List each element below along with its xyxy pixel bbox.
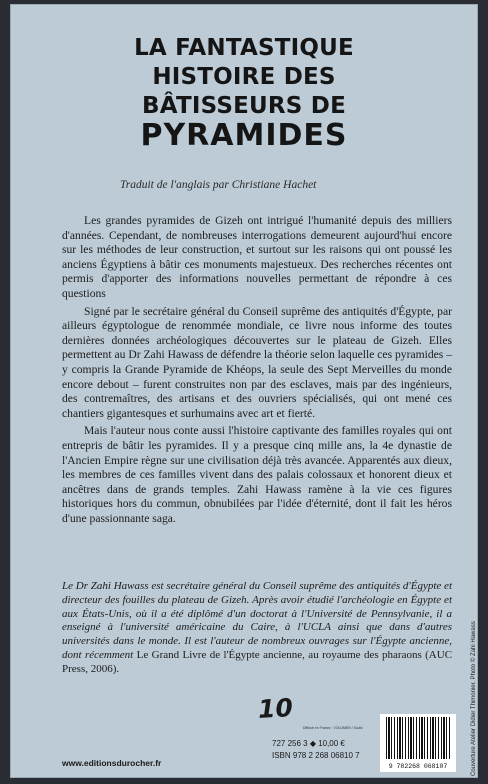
distribution-label: Diffusé en France : VOLUMEN / Sodis (303, 726, 363, 730)
book-back-cover (10, 4, 478, 778)
barcode-bars (386, 717, 450, 759)
blurb-paragraph-3: Mais l'auteur nous conte aussi l'histoire captivante des familles royales qui ont entrepris de bâtir les pyramides. Il y a presque cinq mille ans, la 4e dynastie de l'Ancien Empire règne sur une civilisation déjà très avancée. Apparentés aux dieux, les membres de ces familles vivent dans des palais colossaux et honorent dieux et ancêtres dans de grands temples. Zahi Hawass ramène à la vie ces figures historiques hors du commun, obnubilées par l'idée d'éternité, dont il fait les héros d'une passionnante saga. (62, 424, 452, 525)
author-bio-text: Le Dr Zahi Hawass est secrétaire général du Conseil suprême des antiquités d'Égypte et directeur des fouilles du plateau de Gizeh. Après avoir étudié l'archéologie en Égypte et aux États-Unis, où il a été diplômé d'un doctorat à l'Université de Pennsylvanie, il a enseigné à l'université américaine du Caire, à l'UCLA ainsi que dans d'autres universités dans le monde. Il est l'auteur de nombreux ouvrages sur l'Égypte ancienne, dont récemment (62, 580, 452, 661)
blurb (62, 214, 452, 529)
publisher-website: www.editionsdurocher.fr (62, 758, 162, 768)
title-line-3: BÂTISSEURS DE (142, 93, 346, 119)
translator-credit: Traduit de l'anglais par Christiane Hachet (120, 179, 317, 191)
title-line-2: HISTOIRE DES (152, 64, 336, 90)
photo-credit: Couverture Atelier Didier Thimonier. Photo © Zahi Hawass (471, 621, 477, 776)
price-line: 727 256 3 ◆ 10,00 € (272, 739, 345, 748)
barcode-digits: 9 782268 068107 (388, 763, 448, 770)
isbn: ISBN 978 2 268 06810 7 (272, 751, 360, 760)
author-bio (62, 580, 452, 677)
title-line-1: LA FANTASTIQUE (134, 35, 354, 61)
title-line-4: PYRAMIDES (140, 118, 348, 153)
author-bio-book-title: Le Grand Livre de l'Égypte ancienne, au royaume des pharaons (136, 648, 422, 661)
barcode (380, 714, 456, 772)
blurb-paragraph-1: Les grandes pyramides de Gizeh ont intrigué l'humanité depuis des milliers d'années. Cependant, de nombreuses interrogations demeurent aujourd'hui encore sur les méthodes de leur construction, et surtout sur les raisons qui ont poussé les anciens Égyptiens à bâtir ces monuments majestueux. Des recherches récentes ont permis d'apporter des informations nouvelles permettant de répondre à ces questions (62, 214, 452, 300)
book-title (10, 34, 478, 153)
author-bio-publisher: (AUC Press, 2006). (62, 648, 453, 675)
blurb-paragraph-2: Signé par le secrétaire général du Conseil suprême des antiquités d'Égypte, par ailleurs égyptologue de renommée mondiale, ce livre nous informe des toutes dernières données archéologiques découvertes sur le plateau de Gizeh. Elles permettent au Dr Zahi Hawass de défendre la théorie selon laquelle ces pyramides – y compris la Grande Pyramide de Khéops, la seule des Sept Merveilles du monde encore debout – furent construites non par des esclaves, mais par des ingénieurs, des contremaîtres, des artisans et des ouvriers spécialisés, qui ont mené ces chantiers gigantesques et surhumains avec art et fierté. (62, 304, 452, 420)
handwritten-price-mark: 10 (257, 693, 294, 724)
